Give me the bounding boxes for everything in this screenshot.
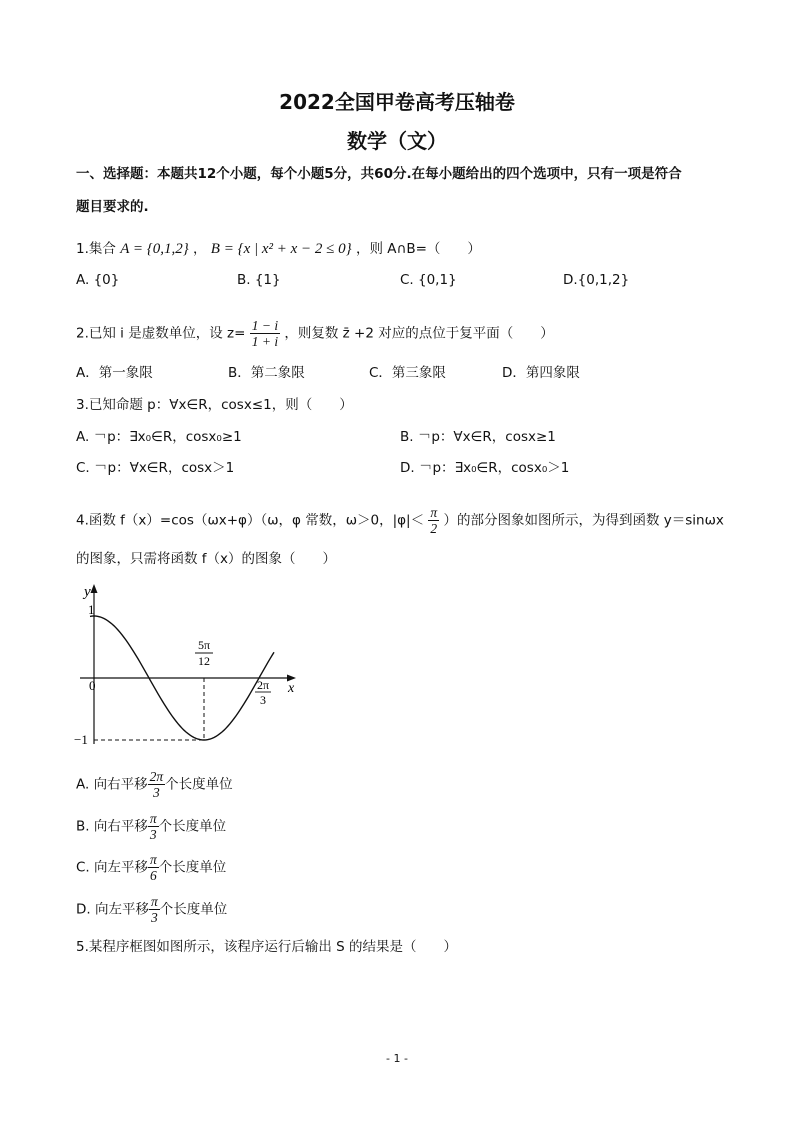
q1-option-a: A. {0} — [76, 272, 120, 288]
page-number: - 1 - — [386, 1052, 408, 1065]
q4-option-d-den: 3 — [150, 910, 158, 925]
q4-option-b-num: π — [149, 811, 157, 826]
mark1-den: 12 — [198, 654, 210, 668]
q4-option-c-num: π — [150, 852, 157, 867]
q4-option-c-den: 6 — [150, 868, 157, 883]
q1-comma: ， — [193, 241, 207, 257]
q4-option-b-letter: B. — [76, 818, 90, 835]
q4-option-d-dir: 向左平移 — [94, 901, 149, 918]
mark2-num: 2π — [256, 678, 270, 692]
question-4-line2: 的图象，只需将函数 f（x）的图象（ ） — [76, 551, 337, 567]
q4-option-b-dir: 向右平移 — [93, 818, 148, 835]
q1-option-c: C. {0,1} — [400, 272, 457, 288]
q2-option-a: A．第一象限 — [76, 365, 153, 381]
q2-frac-num: 1 − i — [251, 318, 279, 333]
q4-option-c-dir: 向左平移 — [94, 859, 149, 876]
q4-option-b — [76, 811, 226, 842]
q4-option-b-frac — [148, 811, 159, 842]
q4-fraction — [428, 505, 439, 536]
q4-option-d-unit: 个长度单位 — [159, 901, 228, 918]
x-axis-label: x — [288, 681, 295, 696]
q4-option-d — [76, 894, 227, 925]
q1-set-b: B = {x | x² + x − 2 ≤ 0} — [210, 241, 352, 257]
origin-label: 0 — [89, 678, 96, 693]
q4-option-a-num: 2π — [149, 769, 164, 784]
q4-option-d-num: π — [150, 894, 158, 909]
section-heading: 一、选择题：本题共12个小题，每个小题5分，共60分.在每小题给出的四个选项中，只有一项是符合 — [76, 166, 682, 182]
page-title: 2022全国甲卷高考压轴卷 — [279, 90, 515, 114]
q2-prefix: 2.已知 i 是虚数单位，设 z= — [76, 325, 246, 342]
q4-option-a-dir: 向右平移 — [93, 776, 148, 793]
q4-option-c-frac — [148, 852, 159, 883]
q2-option-c: C．第三象限 — [369, 365, 446, 381]
q4-option-a-frac — [148, 769, 166, 800]
q4-option-a-letter: A. — [76, 776, 90, 793]
q1-set-a: A = {0,1,2} — [120, 241, 189, 257]
q3-option-d: D. ￢p：∃x₀∈R，cosx₀＞1 — [400, 460, 570, 476]
y-axis-arrow-icon — [91, 584, 98, 593]
y-top-label: 1 — [88, 602, 95, 617]
q4-option-c-unit: 个长度单位 — [158, 859, 227, 876]
q4-option-a — [76, 769, 233, 800]
q4-option-c — [76, 852, 226, 883]
question-1-stem — [76, 240, 481, 258]
q4-function-graph — [70, 576, 302, 746]
q4-option-d-frac — [149, 894, 160, 925]
q1-option-b: B. {1} — [237, 272, 281, 288]
q1-suffix: ，则 A∩B=（ ） — [355, 241, 481, 257]
q2-fraction — [250, 318, 280, 349]
section-heading-cont: 题目要求的. — [76, 199, 149, 215]
y-axis-label: y — [84, 584, 91, 600]
question-5-stem: 5.某程序框图如图所示，该程序运行后输出 S 的结果是（ ） — [76, 939, 458, 955]
mark2-den: 3 — [260, 693, 266, 707]
q4-frac-num: π — [430, 505, 438, 520]
q4-option-b-den: 3 — [149, 827, 157, 842]
question-3-stem: 3.已知命题 p：∀x∈R，cosx≤1，则（ ） — [76, 397, 353, 413]
q4-prefix: 4.函数 f（x）=cos（ωx+φ）（ω，φ 常数，ω＞0，|φ|＜ — [76, 512, 425, 529]
q2-suffix: ，则复数 z̄ +2 对应的点位于复平面（ ） — [284, 325, 554, 342]
q1-prefix: 1.集合 — [76, 241, 116, 257]
question-2-stem — [76, 318, 554, 349]
q3-option-c: C. ￢p：∀x∈R，cosx＞1 — [76, 460, 235, 476]
q4-option-d-letter: D. — [76, 901, 91, 918]
question-4-stem — [76, 505, 724, 536]
page-subtitle: 数学（文） — [347, 129, 447, 153]
q4-option-b-unit: 个长度单位 — [158, 818, 227, 835]
q2-option-d: D．第四象限 — [502, 365, 580, 381]
y-bottom-label: −1 — [74, 732, 88, 746]
q3-option-b: B. ￢p：∀x∈R，cosx≥1 — [400, 429, 556, 445]
q4-option-a-den: 3 — [152, 785, 160, 800]
q4-frac-den: 2 — [430, 521, 438, 536]
q4-option-c-letter: C. — [76, 859, 90, 876]
q1-option-d: D.{0,1,2} — [563, 272, 630, 288]
q4-suffix: ）的部分图象如图所示，为得到函数 y＝sinωx — [443, 512, 724, 529]
q2-frac-den: 1 + i — [251, 334, 279, 349]
mark1-num: 5π — [197, 638, 211, 652]
q2-option-b: B．第二象限 — [228, 365, 305, 381]
q3-option-a: A. ￢p：∃x₀∈R，cosx₀≥1 — [76, 429, 242, 445]
q4-option-a-unit: 个长度单位 — [165, 776, 233, 793]
